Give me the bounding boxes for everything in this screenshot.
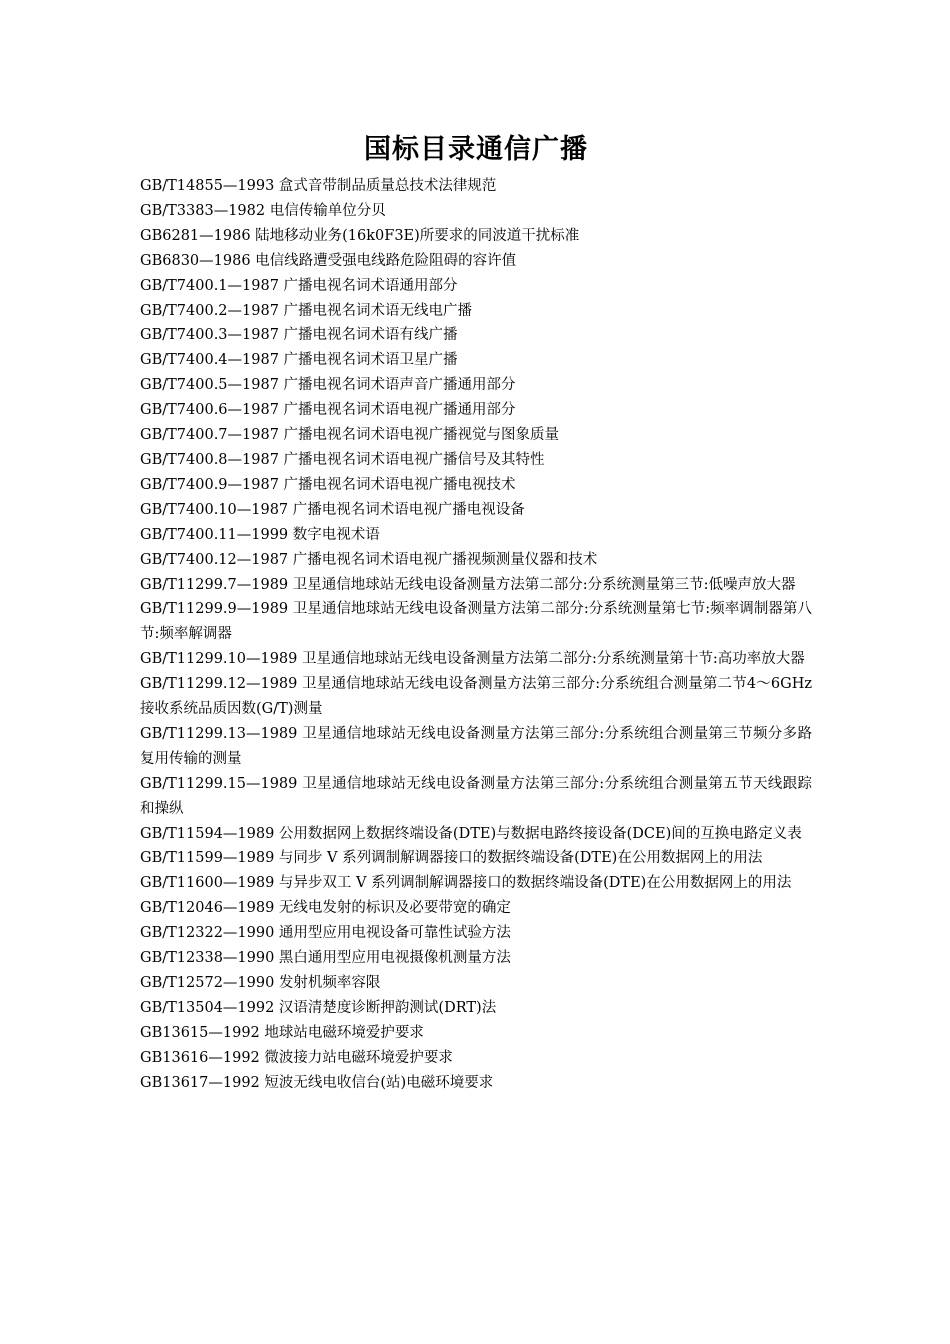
standard-entry: GB/T7400.4—1987 广播电视名词术语卫星广播 — [140, 352, 458, 369]
standard-entry: GB/T7400.3—1987 广播电视名词术语有线广播 — [140, 327, 458, 344]
standard-entry: GB/T11299.12—1989 卫星通信地球站无线电设备测量方法第三部分:分系统组合测量第二节4～6GHz 接收系统品质因数(G/T)测量 — [140, 676, 812, 718]
standard-entry: GB6830—1986 电信线路遭受强电线路危险阻碍的容许值 — [140, 252, 517, 269]
standard-entry: GB13617—1992 短波无线电收信台(站)电磁环境要求 — [140, 1074, 494, 1091]
standard-entry: GB/T11600—1989 与异步双工 V 系列调制解调器接口的数据终端设备(DTE)在公用数据网上的用法 — [140, 875, 792, 892]
standard-entry: GB/T11594—1989 公用数据网上数据终端设备(DTE)与数据电路终接设备(DCE)间的互换电路定义表 — [140, 825, 802, 842]
standard-entry: GB/T7400.10—1987 广播电视名词术语电视广播电视设备 — [140, 501, 525, 518]
standard-entry: GB/T7400.11—1999 数字电视术语 — [140, 526, 380, 543]
standard-entry: GB6281—1986 陆地移动业务(16k0F3E)所要求的同波道干扰标准 — [140, 227, 580, 244]
standard-entry: GB/T11299.9—1989 卫星通信地球站无线电设备测量方法第二部分:分系统测量第七节:频率调制器第八节:频率解调器 — [140, 601, 812, 643]
standard-entry: GB/T12338—1990 黑白通用型应用电视摄像机测量方法 — [140, 950, 511, 967]
standard-entry: GB/T11299.13—1989 卫星通信地球站无线电设备测量方法第三部分:分系统组合测量第三节频分多路复用传输的测量 — [140, 725, 812, 767]
standard-entry: GB13615—1992 地球站电磁环境爱护要求 — [140, 1024, 424, 1041]
document-title: 国标目录通信广播 — [364, 134, 588, 165]
standard-entry: GB/T11299.7—1989 卫星通信地球站无线电设备测量方法第二部分:分系统测量第三节:低噪声放大器 — [140, 576, 796, 593]
standard-entry: GB/T7400.1—1987 广播电视名词术语通用部分 — [140, 277, 458, 294]
standards-list — [140, 174, 812, 1096]
standard-entry: GB/T7400.7—1987 广播电视名词术语电视广播视觉与图象质量 — [140, 427, 560, 444]
standard-entry: GB/T7400.2—1987 广播电视名词术语无线电广播 — [140, 302, 473, 319]
document-page — [140, 128, 812, 1096]
standard-entry: GB/T11299.10—1989 卫星通信地球站无线电设备测量方法第二部分:分系统测量第十节:高功率放大器 — [140, 651, 805, 668]
standard-entry: GB/T7400.8—1987 广播电视名词术语电视广播信号及其特性 — [140, 451, 545, 468]
standard-entry: GB/T12322—1990 通用型应用电视设备可靠性试验方法 — [140, 925, 511, 942]
standard-entry: GB13616—1992 微波接力站电磁环境爱护要求 — [140, 1049, 453, 1066]
standard-entry: GB/T11299.15—1989 卫星通信地球站无线电设备测量方法第三部分:分系统组合测量第五节天线跟踪和操纵 — [140, 775, 812, 817]
standard-entry: GB/T7400.9—1987 广播电视名词术语电视广播电视技术 — [140, 476, 516, 493]
standard-entry: GB/T7400.12—1987 广播电视名词术语电视广播视频测量仪器和技术 — [140, 551, 598, 568]
standard-entry: GB/T13504—1992 汉语清楚度诊断押韵测试(DRT)法 — [140, 999, 497, 1016]
standard-entry: GB/T14855—1993 盒式音带制品质量总技术法律规范 — [140, 178, 497, 194]
standard-entry: GB/T11599—1989 与同步 V 系列调制解调器接口的数据终端设备(DTE)在公用数据网上的用法 — [140, 850, 763, 867]
standard-entry: GB/T7400.5—1987 广播电视名词术语声音广播通用部分 — [140, 377, 516, 394]
standard-entry: GB/T3383—1982 电信传输单位分贝 — [140, 202, 386, 219]
standard-entry: GB/T12046—1989 无线电发射的标识及必要带宽的确定 — [140, 900, 511, 917]
standard-entry: GB/T7400.6—1987 广播电视名词术语电视广播通用部分 — [140, 402, 516, 419]
standard-entry: GB/T12572—1990 发射机频率容限 — [140, 975, 381, 991]
